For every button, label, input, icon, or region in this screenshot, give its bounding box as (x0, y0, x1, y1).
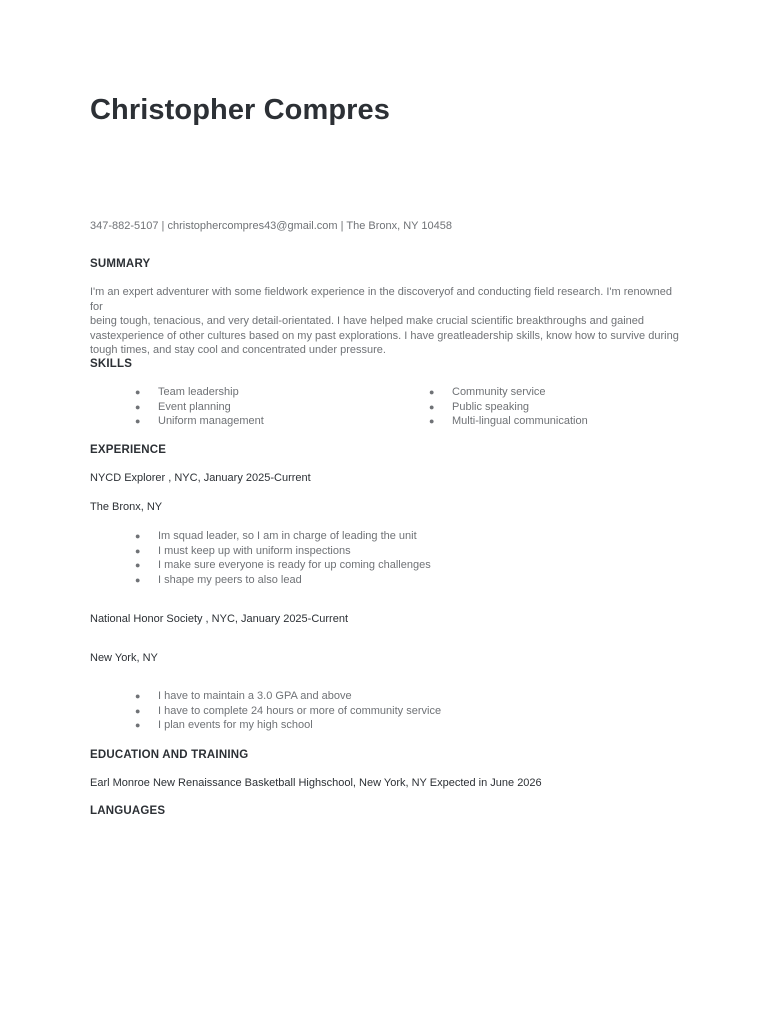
bullet-icon: ● (135, 574, 141, 585)
list-item: ● Team leadership (135, 386, 239, 398)
bullet-icon: ● (135, 416, 141, 427)
job-location: New York, NY (90, 652, 158, 664)
bullet-icon: ● (135, 401, 141, 412)
list-item: ● Im squad leader, so I am in charge of leading the unit (135, 530, 417, 542)
summary-text (90, 285, 682, 358)
bullet-icon: ● (135, 531, 141, 541)
job-title: NYCD Explorer , NYC, January 2025-Current (90, 472, 311, 484)
languages-heading: LANGUAGES (90, 805, 166, 817)
list-item: ● I have to complete 24 hours or more of community service (135, 704, 442, 717)
job-location: The Bronx, NY (90, 501, 163, 513)
education-heading: EDUCATION AND TRAINING (90, 749, 249, 761)
summary-line: tough times, and stay cool and concentrated under pressure. (90, 344, 386, 357)
bullet-icon: ● (135, 560, 141, 571)
list-item: ● Community service (429, 386, 546, 398)
summary-line: vastexperience of other cultures based on my past explorations. I have greatleadership skills, know how to survive during (90, 329, 679, 342)
list-item: ● Public speaking (429, 400, 530, 413)
bullet-icon: ● (429, 387, 435, 397)
list-item: ● Uniform management (135, 415, 264, 428)
skills-list-left (90, 385, 264, 429)
list-item: ● Multi-lingual communication (429, 415, 588, 428)
experience-heading: EXPERIENCE (90, 444, 167, 456)
list-item: ● I have to maintain a 3.0 GPA and above (135, 690, 352, 702)
contact-info: 347-882-5107 | christophercompres43@gmail.com | The Bronx, NY 10458 (90, 220, 452, 232)
bullet-icon: ● (135, 720, 141, 731)
bullet-icon: ● (135, 691, 141, 701)
job-title: National Honor Society , NYC, January 2025-Current (90, 613, 349, 625)
bullet-icon: ● (429, 401, 435, 412)
skills-heading: SKILLS (90, 358, 133, 370)
bullet-icon: ● (135, 387, 141, 397)
bullet-icon: ● (135, 545, 141, 556)
summary-line: being tough, tenacious, and very detail-orientated. I have helped make crucial scientific breakthroughs and gained (90, 315, 645, 328)
candidate-name: Christopher Compres (90, 94, 390, 126)
job-duties-list (90, 689, 441, 733)
summary-line: I'm an expert adventurer with some fieldwork experience in the discoveryof and conducting field research. I'm renowned for (90, 286, 673, 313)
summary-heading: SUMMARY (90, 258, 151, 270)
job-duties-list (90, 529, 431, 587)
skills-list-right (384, 385, 588, 429)
list-item: ● I make sure everyone is ready for up coming challenges (135, 559, 431, 572)
bullet-icon: ● (429, 416, 435, 427)
list-item: ● I must keep up with uniform inspections (135, 544, 351, 557)
list-item: ● I shape my peers to also lead (135, 573, 302, 586)
bullet-icon: ● (135, 705, 141, 716)
list-item: ● I plan events for my high school (135, 719, 313, 732)
education-entry: Earl Monroe New Renaissance Basketball Highschool, New York, NY Expected in June 2026 (90, 777, 542, 789)
list-item: ● Event planning (135, 400, 231, 413)
